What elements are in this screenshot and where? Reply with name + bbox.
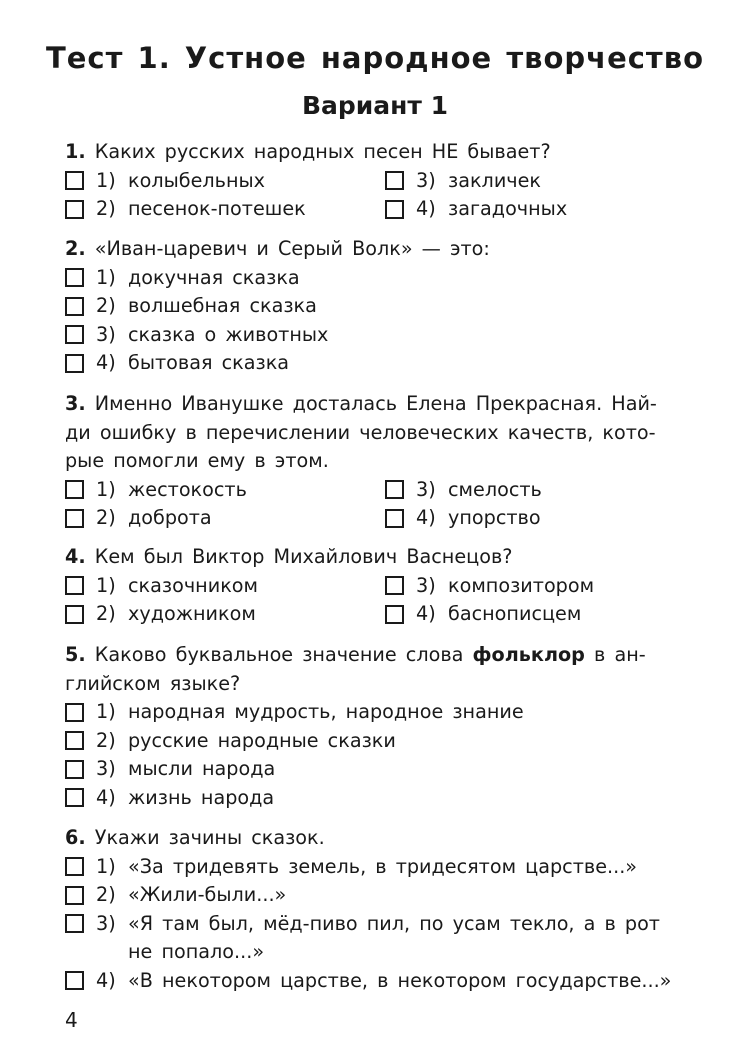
keyword-folklore: фольклор xyxy=(472,643,585,666)
question-1 xyxy=(65,138,690,224)
answer-checkbox[interactable] xyxy=(65,788,84,807)
question-number: 2. xyxy=(65,237,86,260)
question-6-options xyxy=(65,853,690,996)
answer-checkbox[interactable] xyxy=(65,971,84,990)
answer-checkbox[interactable] xyxy=(65,480,84,499)
answer-option[interactable]: 1) народная мудрость, народное знание xyxy=(65,698,690,727)
question-2-text: 2. «Иван-царевич и Серый Волк» — это: xyxy=(65,237,490,260)
answer-option[interactable]: 3) закличек xyxy=(385,167,690,196)
answer-option[interactable]: 1) колыбельных xyxy=(65,167,385,196)
answer-checkbox[interactable] xyxy=(65,731,84,750)
question-5 xyxy=(65,641,690,812)
question-3-options xyxy=(65,476,690,533)
question-1-text: 1. Каких русских народных песен НЕ бывает? xyxy=(65,140,551,163)
question-number: 3. xyxy=(65,392,86,415)
answer-checkbox[interactable] xyxy=(65,171,84,190)
page-number: 4 xyxy=(65,1008,78,1032)
answer-checkbox[interactable] xyxy=(65,297,84,316)
question-6 xyxy=(65,824,690,995)
answer-option[interactable]: 4) «В некотором царстве, в некотором государстве...» xyxy=(65,967,690,996)
answer-option[interactable]: 2) «Жили-были...» xyxy=(65,881,690,910)
answer-checkbox[interactable] xyxy=(65,509,84,528)
question-4 xyxy=(65,543,690,629)
answer-option[interactable]: 2) русские народные сказки xyxy=(65,727,690,756)
answer-option[interactable]: 4) упорство xyxy=(385,504,690,533)
answer-option[interactable]: 4) баснописцем xyxy=(385,600,690,629)
answer-option[interactable]: 3) смелость xyxy=(385,476,690,505)
answer-option[interactable]: 3) мысли народа xyxy=(65,755,690,784)
answer-option[interactable]: 1) докучная сказка xyxy=(65,264,690,293)
answer-option[interactable]: 3) сказка о животных xyxy=(65,321,690,350)
answer-checkbox[interactable] xyxy=(65,576,84,595)
question-5-options xyxy=(65,698,690,812)
answer-checkbox[interactable] xyxy=(65,886,84,905)
answer-option[interactable]: 2) песенок-потешек xyxy=(65,195,385,224)
answer-option[interactable]: 2) доброта xyxy=(65,504,385,533)
answer-option[interactable]: 3) композитором xyxy=(385,572,690,601)
page-title: Тест 1. Устное народное творчество xyxy=(45,41,705,75)
question-number: 1. xyxy=(65,140,86,163)
question-6-text: 6. Укажи зачины сказок. xyxy=(65,826,325,849)
answer-checkbox[interactable] xyxy=(385,605,404,624)
answer-checkbox[interactable] xyxy=(65,914,84,933)
answer-checkbox[interactable] xyxy=(385,576,404,595)
question-4-options xyxy=(65,572,690,629)
question-number: 5. xyxy=(65,643,86,666)
answer-checkbox[interactable] xyxy=(65,605,84,624)
answer-checkbox[interactable] xyxy=(65,760,84,779)
answer-checkbox[interactable] xyxy=(385,200,404,219)
variant-heading: Вариант 1 xyxy=(301,91,449,120)
question-5-text: 5. Каково буквальное значение слова фольклор в ан- глийском языке? xyxy=(65,643,646,695)
answer-option[interactable]: 1) сказочником xyxy=(65,572,385,601)
answer-checkbox[interactable] xyxy=(65,857,84,876)
answer-checkbox[interactable] xyxy=(65,325,84,344)
answer-checkbox[interactable] xyxy=(65,354,84,373)
question-1-options xyxy=(65,167,690,224)
question-2-options xyxy=(65,264,690,378)
answer-option[interactable]: 1) «За тридевять земель, в тридесятом царстве...» xyxy=(65,853,690,882)
answer-checkbox[interactable] xyxy=(385,171,404,190)
answer-checkbox[interactable] xyxy=(385,509,404,528)
answer-option[interactable]: 2) художником xyxy=(65,600,385,629)
answer-option[interactable]: 4) загадочных xyxy=(385,195,690,224)
question-4-text: 4. Кем был Виктор Михайлович Васнецов? xyxy=(65,545,513,568)
answer-option[interactable]: 2) волшебная сказка xyxy=(65,292,690,321)
answer-checkbox[interactable] xyxy=(65,200,84,219)
answer-checkbox[interactable] xyxy=(65,268,84,287)
question-2 xyxy=(65,235,690,378)
question-number: 6. xyxy=(65,826,86,849)
answer-option[interactable]: 4) жизнь народа xyxy=(65,784,690,813)
answer-checkbox[interactable] xyxy=(385,480,404,499)
answer-checkbox[interactable] xyxy=(65,703,84,722)
answer-option[interactable]: 4) бытовая сказка xyxy=(65,349,690,378)
question-number: 4. xyxy=(65,545,86,568)
question-3-text: 3. Именно Иванушке досталась Елена Прекрасная. Най- ди ошибку в перечислении человеческих качеств, кото- рые помогли ему в этом. xyxy=(65,392,657,472)
answer-option[interactable]: 3) «Я там был, мёд-пиво пил, по усам текло, а в рот не попало...» xyxy=(65,910,690,967)
answer-option[interactable]: 1) жестокость xyxy=(65,476,385,505)
question-3 xyxy=(65,390,690,533)
